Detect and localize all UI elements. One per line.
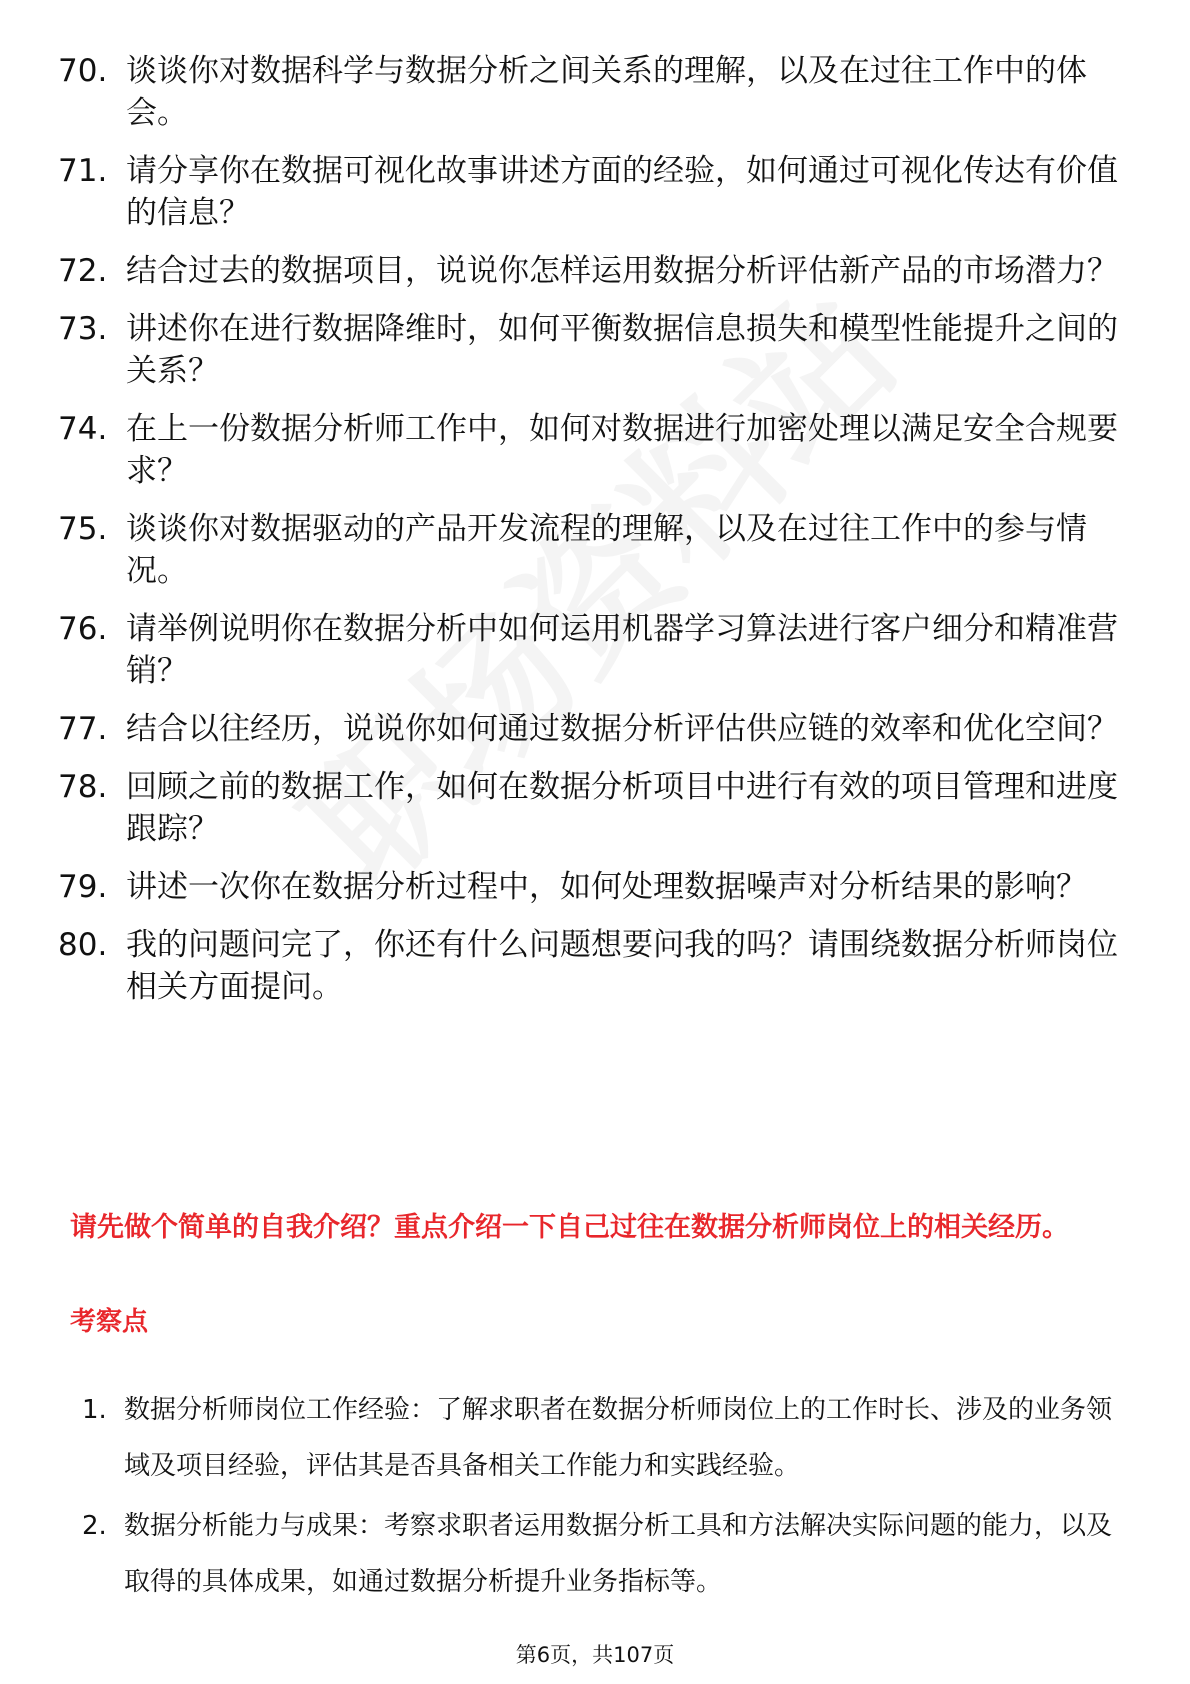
question-item <box>58 608 1118 692</box>
question-item <box>58 508 1118 592</box>
question-item <box>58 150 1118 234</box>
point-number: 2. <box>82 1511 107 1541</box>
question-text: 谈谈你对数据科学与数据分析之间关系的理解，以及在过往工作中的体会。 <box>126 53 1087 131</box>
page-footer: 第6页，共107页 <box>515 1643 675 1667</box>
question-item <box>58 50 1118 134</box>
question-list <box>58 50 1118 1024</box>
question-text: 在上一份数据分析师工作中，如何对数据进行加密处理以满足安全合规要求？ <box>126 411 1118 489</box>
question-number: 71. <box>58 153 108 189</box>
question-number: 76. <box>58 611 108 647</box>
section-label: 考察点 <box>70 1307 149 1337</box>
question-text: 讲述一次你在数据分析过程中，如何处理数据噪声对分析结果的影响？ <box>126 869 1087 905</box>
highlighted-question: 请先做个简单的自我介绍？重点介绍一下自己过往在数据分析师岗位上的相关经历。 <box>70 1212 1069 1243</box>
question-item <box>58 308 1118 392</box>
question-number: 75. <box>58 511 108 547</box>
question-text: 结合过去的数据项目，说说你怎样运用数据分析评估新产品的市场潜力？ <box>126 253 1118 289</box>
point-number: 1. <box>82 1395 107 1425</box>
point-item <box>82 1382 1122 1494</box>
point-text: 数据分析能力与成果：考察求职者运用数据分析工具和方法解决实际问题的能力，以及取得的具体成果，如通过数据分析提升业务指标等。 <box>124 1511 1113 1597</box>
question-text: 讲述你在进行数据降维时，如何平衡数据信息损失和模型性能提升之间的关系？ <box>126 311 1118 389</box>
question-number: 77. <box>58 711 108 747</box>
question-number: 79. <box>58 869 108 905</box>
question-number: 78. <box>58 769 108 805</box>
question-text: 请举例说明你在数据分析中如何运用机器学习算法进行客户细分和精准营销？ <box>126 611 1118 689</box>
point-item <box>82 1498 1122 1610</box>
question-text: 请分享你在数据可视化故事讲述方面的经验，如何通过可视化传达有价值的信息？ <box>126 153 1118 231</box>
question-number: 73. <box>58 311 108 347</box>
question-text: 谈谈你对数据驱动的产品开发流程的理解，以及在过往工作中的参与情况。 <box>126 511 1087 589</box>
assessment-points <box>82 1382 1122 1614</box>
question-number: 80. <box>58 927 108 963</box>
question-number: 74. <box>58 411 108 447</box>
question-text: 回顾之前的数据工作，如何在数据分析项目中进行有效的项目管理和进度跟踪？ <box>126 769 1118 847</box>
question-text: 我的问题问完了，你还有什么问题想要问我的吗？请围绕数据分析师岗位相关方面提问。 <box>126 927 1118 1005</box>
question-item <box>58 408 1118 492</box>
point-text: 数据分析师岗位工作经验：了解求职者在数据分析师岗位上的工作时长、涉及的业务领域及项目经验，评估其是否具备相关工作能力和实践经验。 <box>124 1395 1113 1481</box>
question-number: 70. <box>58 53 108 89</box>
question-item <box>58 924 1118 1008</box>
question-item <box>58 866 1118 908</box>
question-item <box>58 708 1118 750</box>
question-text: 结合以往经历，说说你如何通过数据分析评估供应链的效率和优化空间？ <box>126 711 1118 747</box>
question-item <box>58 766 1118 850</box>
question-item <box>58 250 1118 292</box>
question-number: 72. <box>58 253 108 289</box>
